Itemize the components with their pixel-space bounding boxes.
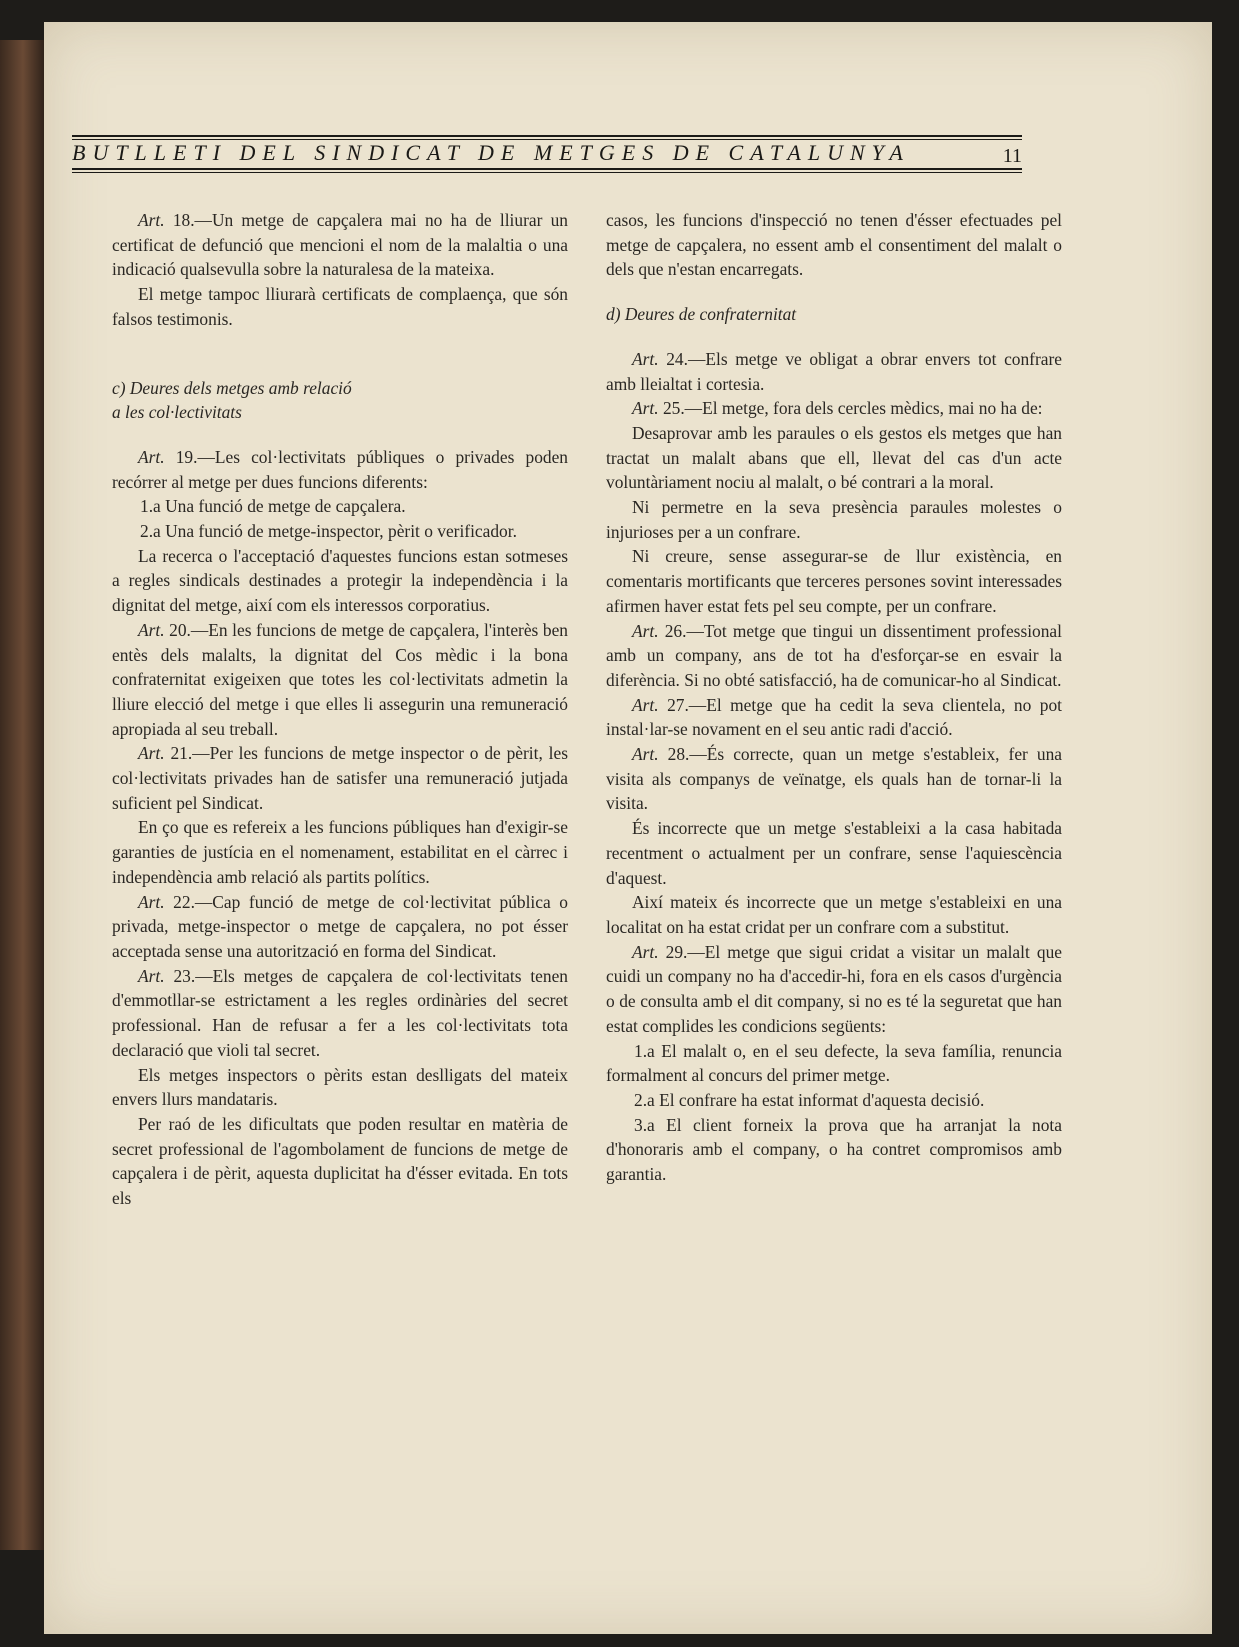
running-header	[72, 112, 1022, 182]
article-label: Art.	[632, 620, 659, 641]
paragraph: Per raó de les dificultats que poden resultar en matèria de secret professional de l'agombolament de funcions de metge de capçalera i de pèrit, aquesta duplicitat ha d'ésser evitada. En tots els	[112, 1113, 568, 1209]
paragraph-art-25	[606, 396, 1062, 421]
article-label: Art.	[138, 619, 165, 640]
paragraph-art-22	[112, 890, 568, 964]
paragraph-art-20	[112, 618, 568, 742]
paragraph-art-29	[606, 940, 1062, 1039]
paragraph-text: 27.—El metge que ha cedit la seva clientela, no pot instal·lar-se novament en el seu antic radi d'acció.	[606, 694, 1062, 740]
paragraph-text: 24.—Els metge ve obligat a obrar envers tot confrare amb lleialtat i cortesia.	[606, 348, 1062, 394]
paragraph-text: 23.—Els metges de capçalera de col·lectivitats tenen d'emmotllar-se estrictament a les regles ordinàries del secret professional. Han de refusar a fer a les col·lectivitats tota declaració que violi tal secret.	[112, 965, 568, 1060]
paragraph-art-23	[112, 964, 568, 1063]
paragraph-art-19	[112, 445, 568, 494]
list-item: 1.a El malalt o, en el seu defecte, la seva família, renuncia formalment al concurs del primer metge.	[606, 1040, 1062, 1086]
article-label: Art.	[632, 348, 659, 369]
section-heading-line: c) Deures dels metges amb relació	[112, 377, 352, 398]
article-label: Art.	[138, 965, 165, 986]
book-spine-edge	[0, 40, 46, 1550]
paragraph-text: 21.—Per les funcions de metge inspector o de pèrit, les col·lectivitats privades han de satisfer una remuneració jutjada suficient pel Sindicat.	[112, 743, 568, 813]
list-item: 2.a El confrare ha estat informat d'aquesta decisió.	[634, 1089, 985, 1110]
paragraph-art-26	[606, 619, 1062, 693]
paragraph-text: 25.—El metge, fora dels cercles mèdics, mai no ha de:	[662, 398, 1043, 419]
article-label: Art.	[138, 210, 165, 230]
paragraph-art-24	[606, 347, 1062, 396]
left-column	[112, 208, 568, 1211]
paragraph: El metge tampoc lliurarà certificats de complaença, que són falsos testimonis.	[112, 284, 568, 329]
list-item: 3.a El client forneix la prova que ha arranjat la nota d'honoraris amb el company, o ha contret compromisos amb garantia.	[606, 1114, 1062, 1185]
header-rule	[72, 168, 1022, 170]
section-heading-line: a les col·lectivitats	[112, 402, 242, 423]
article-label: Art.	[138, 743, 165, 764]
paragraph-text: 22.—Cap funció de metge de col·lectivitat pública o privada, metge-inspector o metge de capçalera, no pot ésser acceptada sense una autorització en forma del Sindicat.	[112, 891, 568, 961]
paragraph: Desaprovar amb les paraules o els gestos els metges que han tractat un malalt abans que ell, llevat del cas d'un acte voluntàriament nociu al malalt, o bé contrari a la moral.	[606, 422, 1062, 493]
paragraph: Ni permetre en la seva presència paraules molestes o injurioses per a un confrare.	[606, 497, 1062, 542]
paragraph: La recerca o l'acceptació d'aquestes funcions estan sotmeses a regles sindicals destinades a protegir la independència i la dignitat del metge, així com els interessos corporatius.	[112, 545, 568, 616]
list-item: 2.a Una funció de metge-inspector, pèrit o verificador.	[140, 521, 517, 542]
paragraph: Els metges inspectors o pèrits estan deslligats del mateix envers llurs mandataris.	[112, 1064, 568, 1110]
paragraph-text: 29.—El metge que sigui cridat a visitar un malalt que cuidi un company no ha d'accedir-hi, fora en els casos d'urgència o de consulta amb el dit company, si no es té la seguretat que han estat complides les condicions següents:	[606, 941, 1062, 1036]
section-heading-d: d) Deures de confraternitat	[606, 304, 797, 325]
article-label: Art.	[632, 744, 659, 765]
paragraph-text: 28.—És correcte, quan un metge s'estableix, fer una visita als companys de veïnatge, els quals han de tornar-li la visita.	[606, 744, 1062, 814]
paragraph-text: 18.—Un metge de capçalera mai no ha de lliurar un certificat de defunció que mencioni el nom de la malaltia o una indicació qualsevulla sobre la naturalesa de la mateixa.	[112, 210, 568, 280]
paragraph: En ço que es refereix a les funcions públiques han d'exigir-se garanties de justícia en el nomenament, estabilitat en el càrrec i independència amb relació als partits polítics.	[112, 817, 568, 887]
paragraph-text: 19.—Les col·lectivitats públiques o privades poden recórrer al metge per dues funcions diferents:	[112, 446, 568, 492]
paragraph: Ni creure, sense assegurar-se de llur existència, en comentaris mortificants que terceres persones sovint interessades afirmen haver estat fets pel seu compte, per un confrare.	[606, 546, 1062, 616]
paragraph-art-18	[112, 208, 568, 282]
paragraph-text: 20.—En les funcions de metge de capçalera, l'interès ben entès dels malalts, la dignitat del Cos mèdic i la bona confraternitat exigeixen que totes les col·lectivitats admetin la lliure elecció del metge i que elles li assegurin una remuneració apropiada al seu treball.	[112, 619, 568, 739]
paragraph: Així mateix és incorrecte que un metge s'estableixi en una localitat on ha estat cridat per un confrare com a substitut.	[606, 892, 1062, 937]
paragraph-art-28	[606, 742, 1062, 816]
article-label: Art.	[138, 446, 165, 467]
paragraph: És incorrecte que un metge s'estableixi a la casa habitada recentment o actualment per un confrare, sense l'aquiescència d'aquest.	[606, 818, 1062, 888]
paragraph-text: 26.—Tot metge que tingui un dissentiment professional amb un company, ans de tot ha d'esforçar-se en esvair la diferència. Si no obté satisfacció, ha de comunicar-ho al Sindicat.	[606, 620, 1062, 690]
paragraph-art-21	[112, 741, 568, 815]
journal-title: BUTLLETI DEL SINDICAT DE METGES DE CATALUNYA	[72, 140, 910, 165]
right-column	[606, 208, 1062, 1187]
article-label: Art.	[632, 694, 659, 715]
header-rule	[72, 172, 1022, 173]
section-heading-c	[112, 376, 568, 425]
header-rule	[72, 135, 1022, 137]
article-label: Art.	[138, 891, 165, 912]
paragraph-art-27	[606, 693, 1062, 742]
list-item: 1.a Una funció de metge de capçalera.	[140, 496, 406, 517]
paragraph: casos, les funcions d'inspecció no tenen d'ésser efectuades pel metge de capçalera, no essent amb el consentiment del malalt o dels que n'estan encarregats.	[606, 210, 1062, 280]
article-label: Art.	[632, 941, 659, 962]
page-number: 11	[1002, 145, 1022, 167]
article-label: Art.	[632, 398, 659, 419]
